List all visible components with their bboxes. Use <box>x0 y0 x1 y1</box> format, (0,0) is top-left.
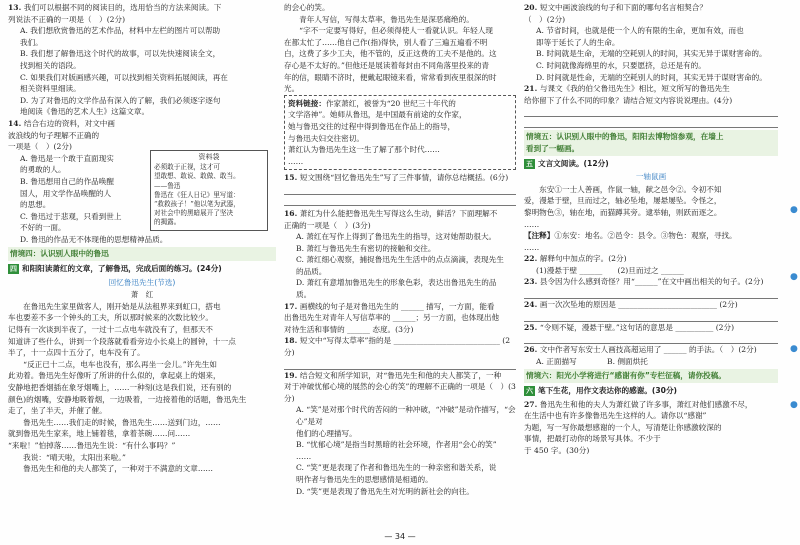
passage-line: …… <box>524 219 540 229</box>
info-box-line: ——鲁迅 <box>154 181 181 190</box>
subsection-4: 四 和阳阳读萧红的文章，了解鲁迅，完成后面的练习。(24分) <box>10 264 222 274</box>
passage-line: 在鲁迅先生家里做客人，刚开始是从法租界来到虹口，搭电 <box>8 301 221 311</box>
question-stem-cont: 于 450 字。(30分) <box>524 446 590 455</box>
passage-line: 的会心的笑。 <box>284 3 330 12</box>
question-stem-cont: 对于冲破忧郁心境的展然的会心的笑”的理解不正确的一项是（ ）(3分) <box>284 382 516 403</box>
passage-line: “字不一定要写得好，但必须得使人一看就认识。年轻人现 <box>284 26 493 36</box>
info-box-line: 望敢想、敢说、敢做、敢当。 <box>154 172 240 181</box>
option-a: A. 节省时间，也就是使一个人的有限的生命，更加有效，而也 <box>536 26 744 36</box>
question-stem-cont: 一项是（ ）(2分) <box>8 142 72 152</box>
answer-line[interactable] <box>524 117 778 128</box>
reference-line: 文学洛神”。她师从鲁迅，是中国最有前途的女作家， <box>288 110 467 120</box>
option-b-cont: 的思想。 <box>20 200 51 210</box>
option-c-cont: 的品质。 <box>296 266 327 276</box>
question-22: 22. 解释句中加点的字。(2分) (1)漫悬于壁 ______ (2)旦而过之 ______ <box>524 253 778 276</box>
passage-line: 走了，坐了半天，并催了催。 <box>8 406 107 416</box>
page-number: — 34 — <box>384 532 416 541</box>
option-a: A. 萧红在写作上得到了鲁迅先生的指导，这对她帮助很大。 <box>296 232 497 242</box>
reference-line: …… <box>288 156 304 166</box>
passage-line: 记得有一次谈到半夜了，一过十二点电车就没有了，但那天不 <box>8 325 214 335</box>
option-c-cont: 明作者与鲁迅先生的思想感情是相通的。 <box>296 474 433 484</box>
option-b-cont: …… <box>296 451 312 461</box>
option-b: B. “忧郁心境”是指当时黑暗的社会环境，作者用“会心的笑” <box>296 440 497 450</box>
info-box-line: 对社会中的黑暗展开了坚决 <box>154 209 234 218</box>
option-a: A. “笑”是对那个时代的苦闷的一种冲破，“冲破”是动作描写，“会心”是对 <box>296 405 516 426</box>
option-d-cont: 地阅读《鲁迅的艺术人生》这篇文章。 <box>20 107 150 117</box>
option-b: B. 鲁迅想用自己的作品唤醒 <box>20 176 114 186</box>
question-stem: 我们可以根据不同的阅读目的，选用恰当的方法来阅读。下 <box>23 3 222 12</box>
question-stem-cont: 波浪线的句子理解不正确的 <box>8 130 100 140</box>
question-20: 20. 短文中画波浪线的句子和下面的哪句名言相契合？ （ ）(2分) A. 节省时间，也就是使一个人的有限的生命，更加有效，而也 即等于延长了人的生命。 B. 时间就是生命，无端的空耗别人的时间，其实无异于谋财害命的。 C. 时间就像海绵里的水，只要愿挤，总还是有的。 D. 时间就是性命，无端的空耗别人的时间，其实无异于谋财害命的。 <box>524 2 778 83</box>
answer-line[interactable] <box>524 106 778 117</box>
option-b-cont: 找到相关的语段。 <box>20 60 81 70</box>
option-d: D. 鲁迅的作品无不体现他的思想精神品质。 <box>20 234 168 244</box>
question-26: 26. 文中作者写东安士人画技高超运用了 ______ 的手法。（ ）(2分) A. 正面描写 B. 侧面烘托 <box>524 344 778 367</box>
option-c: C. 萧红细心观察，捕捉鲁迅先生生活中的点点滴滴，表现先生 <box>296 255 504 265</box>
passage-line: 年的信，眼睛不济时，便戴起眼镜来看，常常看到夜里很深的时 <box>284 72 497 82</box>
info-box-title: 资料袋 <box>198 153 220 161</box>
question-13 <box>8 2 276 118</box>
option-a: A. 鲁迅是一个敢于直面现实 <box>20 153 114 163</box>
passage-line: 此劝着。鲁迅先生好像听了所讲的什么似的，拿起桌上的烟来， <box>8 371 221 381</box>
margin-marker: ● <box>790 344 798 354</box>
option-c-cont: 相关资料里细读。 <box>20 84 81 94</box>
passage-line: 存心是不太好的。”但他还是展读着每封由不同角落里投来的青 <box>284 60 490 70</box>
margin-marker: ● <box>790 272 798 282</box>
option-d-cont: 质。 <box>296 290 312 300</box>
option-b-cont: 国人，用文学作品唤醒的人 <box>20 188 112 198</box>
option-a-cont: 的勇敢的人。 <box>20 165 66 175</box>
option-a-cont: 即等于延长了人的生命。 <box>536 37 620 47</box>
subsection-5: 五 文言文阅读。(12分) <box>526 158 609 168</box>
option-b: B. 萧红与鲁迅先生有密切的接触和交往。 <box>296 243 436 253</box>
option-d: D. 时间就是性命，无端的空耗别人的时间，其实无异于谋财害命的。 <box>536 72 767 82</box>
passage-line: 鲁迅先生……我们走的时候，鲁迅先生……送到门边，…… <box>8 417 221 427</box>
passage-line: 爱，漫悬于壁，旦而过之，轴必坠地，屡悬屡坠。令怪之， <box>524 196 722 206</box>
passage-line: 在都太忙了……他自己作(指)得快，别人看了三遍五遍看不明 <box>284 37 488 47</box>
info-box-line: 鲁迅在《狂人日记》里写道： <box>154 190 240 199</box>
option-c: C. 时间就像海绵里的水，只要愿挤，总还是有的。 <box>536 60 706 70</box>
question-21: 21. 与课文《我的伯父鲁迅先生》相比，短文所写的鲁迅先生 给你留下了什么不同的印象？请结合短文内容说说理由。(4分) <box>524 83 778 128</box>
question-14 <box>8 118 150 234</box>
option-d: D. 萧红有意增加鲁迅先生的形象色彩，表达出鲁迅先生的品 <box>296 278 497 288</box>
question-27: 27. 鲁迅先生和他的夫人为萧红做了许多事，萧红对他们感激不尽， 在生活中也有许多像鲁迅先生这样的人。请你以“感谢” 为题，写一写你最想感谢的一个人，写清楚让你感激较深的 事情，把最打动你的场景写具体。不少于 于 450 字。(30分) <box>524 399 778 457</box>
question-19: 19. 结合短文和所学知识，对“鲁迅先生和他的夫人都笑了，一种 对于冲破忧郁心境的展然的会心的笑”的理解不正确的一项是（ ）(3分) A. “笑”是对那个时代的苦闷的一种冲破，“冲破”是动作描写，“会心”是对 他们的心理描写。 B. “忧郁心境”是指当时黑暗的社会环境，作者用“会心的笑” …… C. “笑”更是表现了作者和鲁迅先生的一种亲密和谐关系，说 明作者与鲁迅先生的思想感情是相通的。 D. “笑”更是表现了鲁迅先生对光明的新社会的向往。 <box>284 370 516 496</box>
option-d: D. 为了对鲁迅的文学作品有深入的了解，我们必须逐字逐句 <box>20 95 221 105</box>
passage-line: 黎明物色③，轴在地，而猫蹲其旁。逮举轴，则跃而逐之。 <box>524 207 722 217</box>
passage-line: 鲁迅先生和他的夫人都笑了，一种对于不满意的文章…… <box>8 464 214 474</box>
info-box-line: “救救孩子！”他以笔为武器， <box>154 200 240 209</box>
question-stem-cont: （ ）(2分) <box>524 14 566 24</box>
question-15: 15. 短文围绕“回忆鲁迅先生”写了三件事情，请你总结概括。(6分) <box>284 172 516 206</box>
question-stem-cont: 出鲁迅先生对青年人写信草率的 ______；另一方面，也体现出他 <box>284 313 500 323</box>
question-24: 24. 画一次次坠地的原因是 __________________________ (2分) <box>524 299 778 322</box>
option-a-cont: 我们。 <box>20 37 43 47</box>
section-5-heading: 情境五：认识别人眼中的鲁迅，阳阳去博物馆参观，在墙上 看到了一幅画。 <box>524 130 778 155</box>
question-number: 14. <box>8 118 24 128</box>
notes: 【注释】①东安：地名。②邑令：县令。③物色：观察，寻找。 <box>524 231 737 241</box>
option-c: C. “笑”更是表现了作者和鲁迅先生的一种亲密和谐关系，说 <box>296 463 497 473</box>
question-stem-cont: 为题，写一写你最想感谢的一个人，写清楚让你感激较深的 <box>524 422 722 432</box>
reference-line: 萧红认为鲁迅先生这一生了解了那个时代…… <box>288 145 440 155</box>
column-left <box>8 2 276 475</box>
option-a-cont: 他们的心理描写。 <box>296 428 357 438</box>
option-b: B. 我们想了解鲁迅这个时代的故事，可以先快速阅读全文， <box>20 49 221 59</box>
question-16: 16. 萧红为什么能把鲁迅先生写得这么生动，鲜活？下面理解不 正确的一项是（ ）(3分) A. 萧红在写作上得到了鲁迅先生的指导，这对她帮助很大。 B. 萧红与鲁迅先生有密切的接触和交往。 C. 萧红细心观察，捕捉鲁迅先生生活中的点点滴滴，表现先生 的品质。 D. 萧红有意增加鲁迅先生的形象色彩，表达出鲁迅先生的品 质。 <box>284 208 516 301</box>
section-4-heading: 情境四：认识别人眼中的鲁迅 <box>8 247 276 261</box>
reference-line: 她与鲁迅交往的过程中得到鲁迅在作品上的指导， <box>288 121 456 131</box>
section-6-heading: 情境六：阳光小学将进行“感谢有你”专栏征稿，请你投稿。 <box>524 369 778 383</box>
passage-line: 青年人写信，写得太草率，鲁迅先生是深恶痛绝的。 <box>284 14 474 24</box>
question-stem-cont: 正确的一项是（ ）(3分) <box>284 220 371 230</box>
reference-box: 资料链接：作家萧红，被誉为“20 世纪三十年代的 文学洛神”。她师从鲁迅，是中国最有前途的女作家， 她与鲁迅交往的过程中得到鲁迅在作品上的指导， 与鲁迅夫妇交往密切。 萧红认为鲁迅先生这一生了解了那个时代…… …… <box>284 95 516 171</box>
notes-line: …… <box>524 242 540 252</box>
question-stem-cont: 对待生活和事情的 ______ 态度。(3分) <box>284 324 414 334</box>
passage-line: 车也要差不多一个钟头的工夫，所以那时候来的次数比较少。 <box>8 313 214 323</box>
passage-line: 颜色)的烟嘴，安静地吸着烟，一边吸着，一边接着他的话题，鲁迅先生 <box>8 394 247 404</box>
passage-line: 我说：“晴天啦，太阳出来啦。” <box>8 452 126 462</box>
option-c: C. 鲁迅过于悲观，只看到世上 <box>20 211 122 221</box>
question-options: A. 正面描写 B. 侧面烘托 <box>536 356 648 366</box>
passage-line: 白，这费了多少工夫，他不管的，反正这费的工夫不是他的。这 <box>284 49 497 59</box>
passage-line: 知道讲了些什么，讲到一个段落就看看旁边小长桌上的圆钟，十一点 <box>8 336 236 346</box>
passage-line: 就到鲁迅先生家来，地上铺着毯，拿着茶碗……问…… <box>8 429 191 439</box>
answer-line[interactable] <box>284 195 516 206</box>
column-middle <box>284 2 516 497</box>
question-stem: 结合右边的资料，对文中画 <box>23 118 115 128</box>
margin-marker: ● <box>790 400 798 410</box>
answer-line[interactable] <box>524 333 778 344</box>
passage-text <box>8 301 276 475</box>
passage-line: 光。 <box>284 84 300 94</box>
passage-line: 安静地把香烟插在象牙烟嘴上，……一种刻(这是我们说，还有别的 <box>8 383 232 392</box>
option-c-cont: 不好的一面。 <box>20 223 66 233</box>
question-17: 17. 画横线的句子是对鲁迅先生的 ______ 描写，一方面，能看 出鲁迅先生对青年人写信草率的 ______；另一方面，也体现出他 对待生活和事情的 ______ 态度。(3分) <box>284 301 516 336</box>
info-box <box>150 150 268 231</box>
question-options: (1)漫悬于壁 ______ (2)旦而过之 ______ <box>536 265 684 275</box>
question-stem-cont: 给你留下了什么不同的印象？请结合短文内容说说理由。(4分) <box>524 95 733 105</box>
info-box-line: 的揭露。 <box>154 218 181 227</box>
question-18: 18. 短文中“写得太草率”指的是 ____________________________ (2分) <box>284 335 516 369</box>
column-right <box>524 2 778 457</box>
passage-line: 半了，十一点四十五分了，电车没有了。 <box>8 348 145 358</box>
option-d: D. “笑”更是表现了鲁迅先生对光明的新社会的向往。 <box>296 486 474 496</box>
option-c: C. 如果我们对版画感兴趣，可以找到相关资料拓展阅读，再在 <box>20 72 228 82</box>
info-box-line: 必须敢于正视，这才可 <box>154 163 220 172</box>
passage-author: 萧 红 <box>130 290 154 300</box>
answer-line[interactable] <box>284 359 516 370</box>
passage-title: 一轴鼠画 <box>635 172 667 182</box>
question-number: 13. <box>8 3 24 12</box>
passage-title: 回忆鲁迅先生(节选) <box>108 277 176 287</box>
question-stem-cont: 列说法不正确的一项是（ ）(2分) <box>8 14 126 24</box>
margin-marker: ● <box>790 205 798 215</box>
answer-line[interactable] <box>524 288 778 299</box>
subsection-6: 六 笔下生花，用作文表达你的感谢。(30分) <box>526 386 678 396</box>
passage-line: “来啦！”怕掉落……鲁迅先生说：“有什么事吗？” <box>8 440 176 450</box>
question-23: 23. 县令因为什么感到奇怪？用“______”在文中画出相关的句子。(2分) <box>524 276 778 299</box>
question-stem-cont: 事情，把最打动你的场景写具体。不少于 <box>524 434 661 444</box>
passage-line: “反正已十二点，电车也没有，那么再坐一会儿。”许先生如 <box>8 359 217 369</box>
passage-line: 东安①一士人善画，作鼠一轴，献之邑令②。令初不知 <box>524 184 722 194</box>
option-b: B. 时间就是生命，无端的空耗别人的时间，其实无异于谋财害命的。 <box>536 49 767 59</box>
answer-line[interactable] <box>284 184 516 195</box>
answer-line[interactable] <box>524 311 778 322</box>
reference-line: 与鲁迅夫妇交往密切。 <box>288 133 364 143</box>
option-a: A. 我们想欣赏鲁迅的艺术作品，材料中左栏的图片可以帮助 <box>20 26 221 36</box>
question-stem-cont: 在生活中也有许多像鲁迅先生这样的人。请你以“感谢” <box>524 411 707 421</box>
question-25: 25. “令则不疑，漫悬于壁。”这句话的意思是 __________ (2分) <box>524 322 778 345</box>
